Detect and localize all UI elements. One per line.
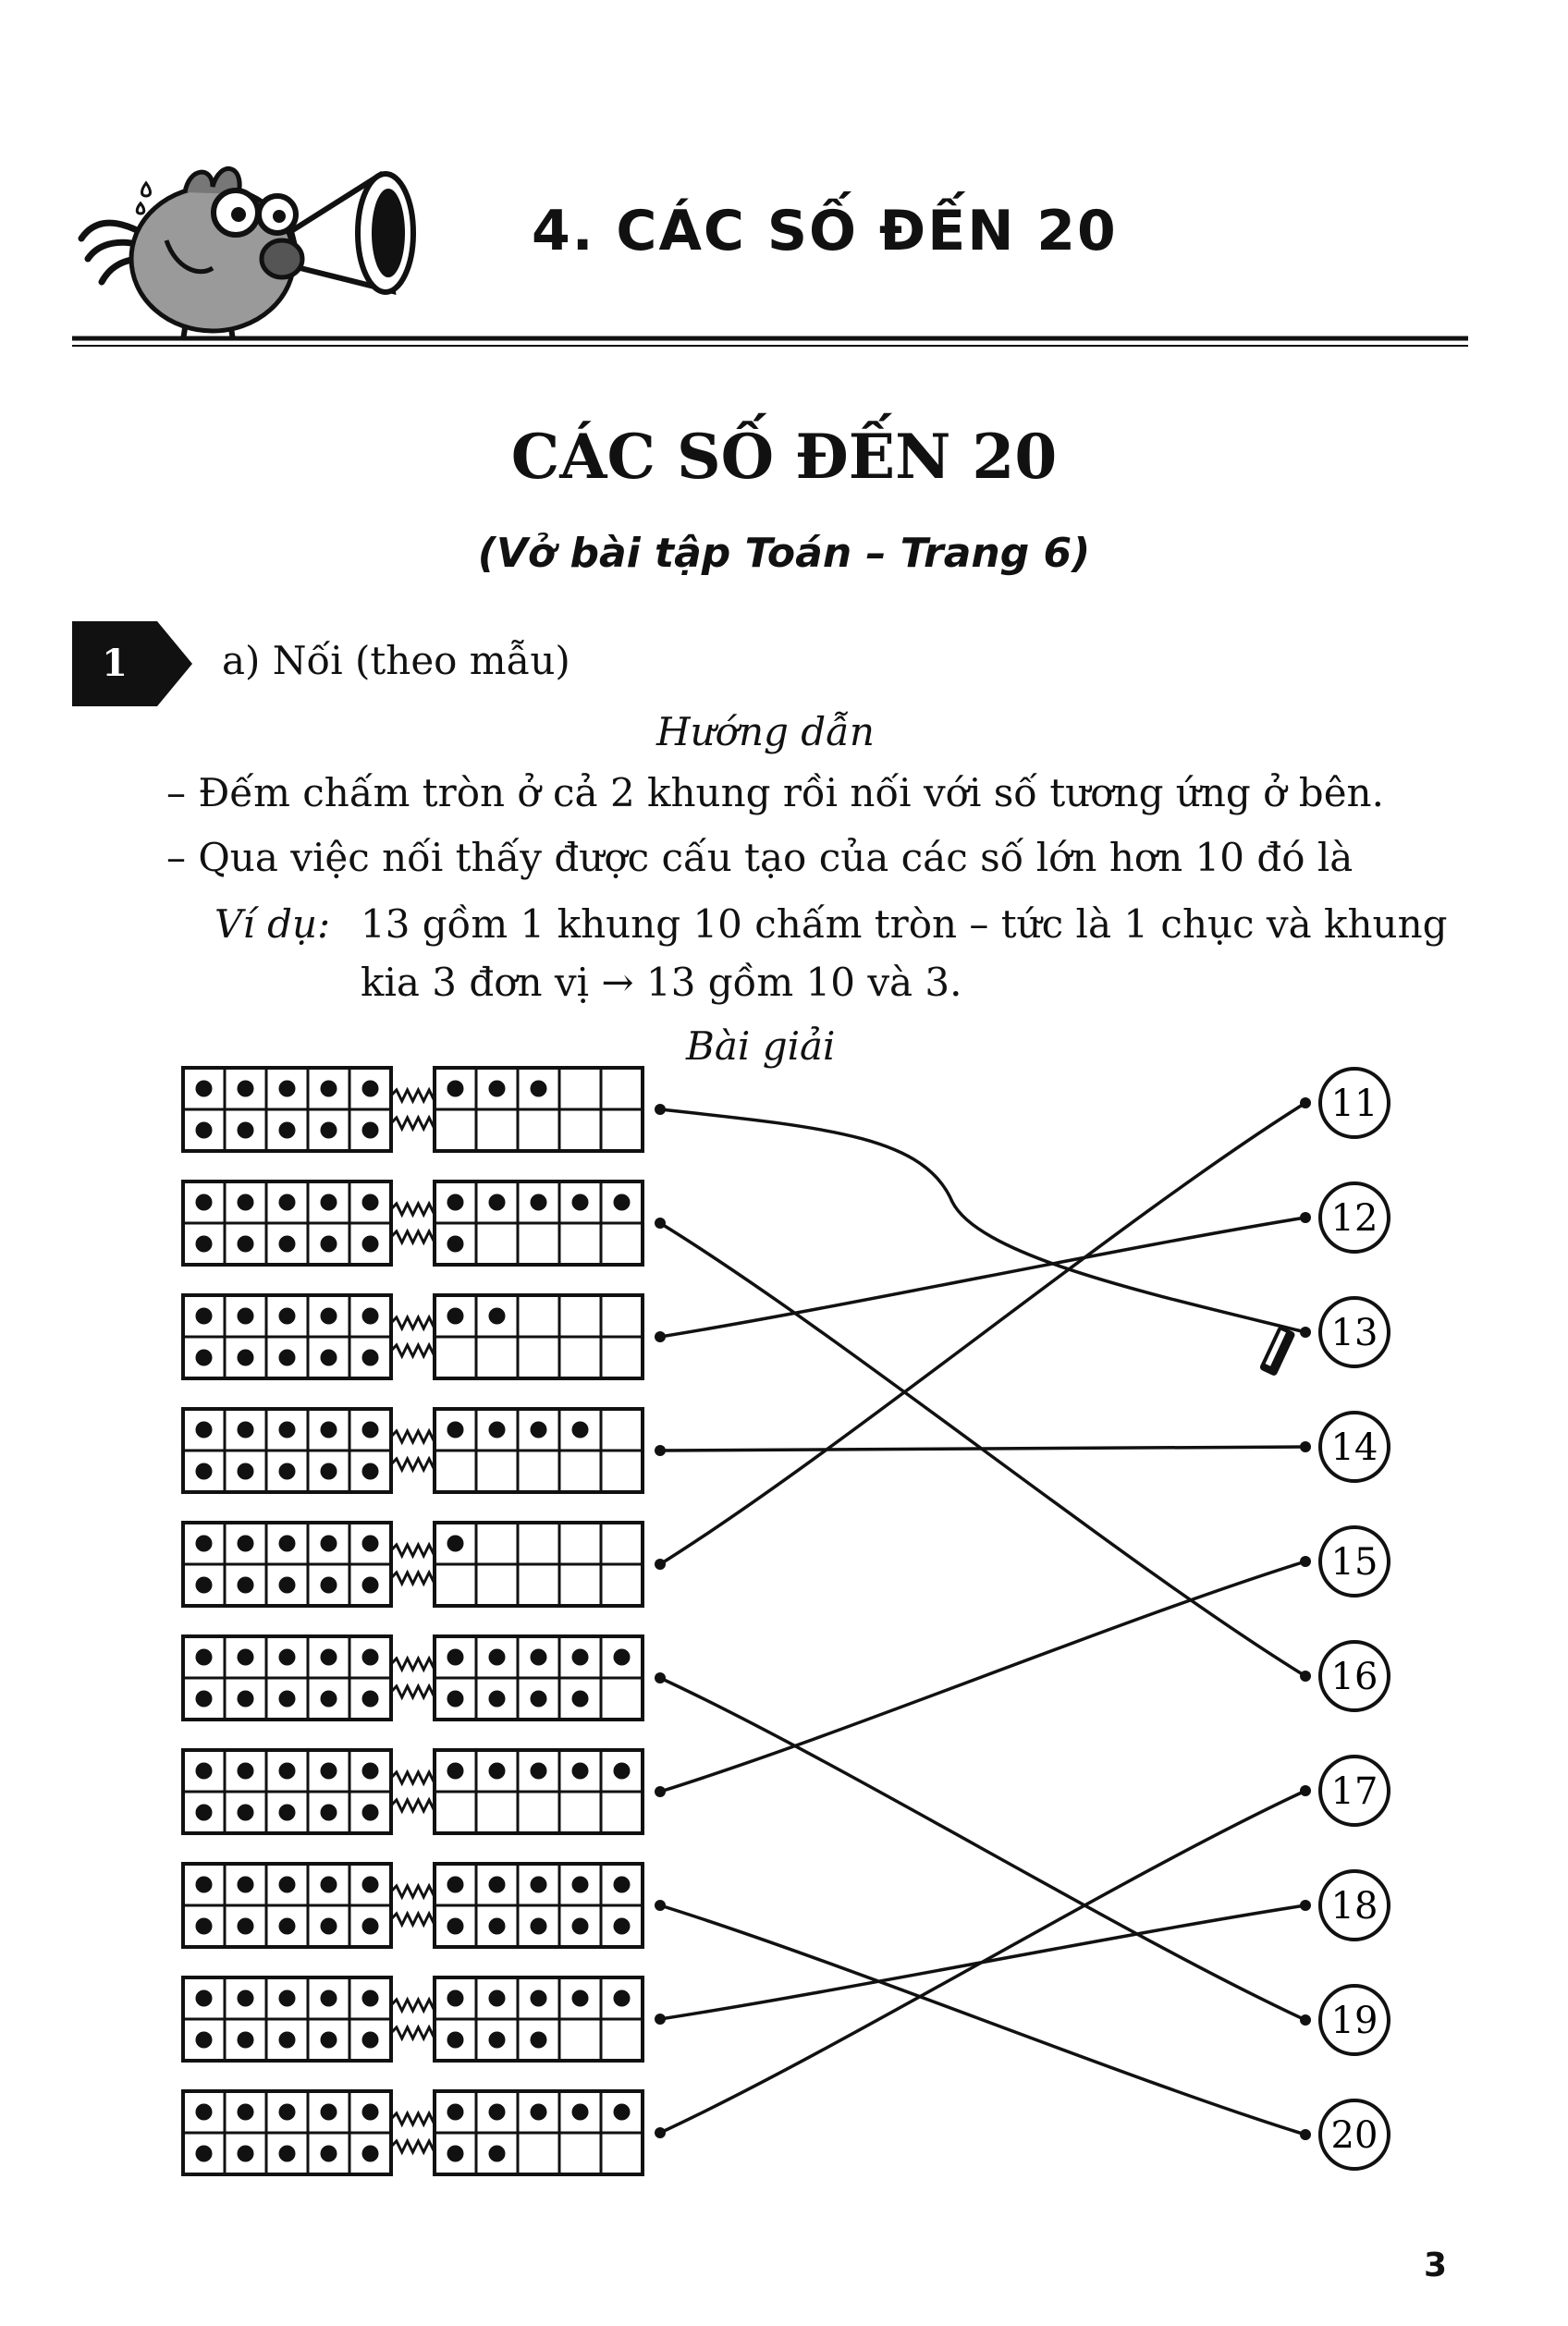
dot [196,1350,213,1366]
ten-frame-left [183,1864,391,1947]
dot [279,1877,296,1893]
number-circle [1300,1069,1389,1137]
number-circle [1300,1183,1389,1252]
ten-frame-left [183,1068,391,1151]
dot [238,1422,254,1438]
dot [489,1918,506,1935]
example-text: kia 3 đơn vị → 13 gồm 10 và 3. [361,960,962,1005]
dot [196,1990,213,2007]
dot [531,1990,547,2007]
frame-connector [391,2141,435,2152]
ten-frame-left [183,1409,391,1492]
dot [447,1691,464,1708]
dot [196,2032,213,2049]
ten-frame-left [183,1636,391,1720]
frame-connector [391,1545,435,1556]
dot [447,1422,464,1438]
number-circle [1300,1527,1389,1596]
line-end-dot [1300,1097,1311,1108]
dot [238,1350,254,1366]
dot [196,2146,213,2162]
dot [531,1649,547,1666]
line-end-dot [1300,2014,1311,2026]
ten-frame-pair [183,1523,643,1606]
line-end-dot [1300,1671,1311,1682]
dot [279,1422,296,1438]
dot [321,1350,337,1366]
dot [362,1194,379,1211]
dot [362,2146,379,2162]
line-end-dot [1300,1327,1311,1338]
dot [362,1122,379,1139]
dot [279,1990,296,2007]
dot [196,1081,213,1097]
ten-frame-left [183,1750,391,1833]
dot [279,1236,296,1253]
dot [447,1918,464,1935]
dot [238,1691,254,1708]
ten-frame-pair [183,1181,643,1265]
dot [489,2146,506,2162]
exercise-heading: a) Nối (theo mẫu) [222,638,570,683]
frame-connector [391,1231,435,1243]
frame-connector [391,1772,435,1783]
dot [279,1350,296,1366]
dot [279,1691,296,1708]
dot [362,2032,379,2049]
match-line [660,1678,1305,2020]
dot [279,2032,296,2049]
dot [238,2104,254,2121]
dot [572,1194,589,1211]
ten-frame-left [183,1295,391,1378]
number-label: 11 [1330,1083,1378,1125]
ten-frame-pair [183,1750,643,1833]
match-line [660,1109,1305,1332]
solution-heading: Bài giải [686,1023,836,1069]
line-end-dot [1300,1556,1311,1567]
dot [196,1122,213,1139]
line-end-dot [1300,1900,1311,1911]
ten-frame-left [183,1181,391,1265]
dot [489,1763,506,1780]
dot [572,1691,589,1708]
dot [447,2032,464,2049]
dot [531,1691,547,1708]
dot [447,1536,464,1552]
dot [196,1536,213,1552]
dot [279,1536,296,1552]
dot [196,1877,213,1893]
dot [238,1536,254,1552]
dot [362,1877,379,1893]
header-divider [72,335,1468,349]
dot [447,1877,464,1893]
match-line [660,1103,1305,1564]
ten-frame-pair [183,1295,643,1378]
chapter-title: 4. CÁC SỐ ĐẾN 20 [532,199,1118,263]
dot [614,1763,631,1780]
dot [238,2146,254,2162]
number-label: 17 [1330,1770,1378,1813]
dot [614,1990,631,2007]
dot [572,1422,589,1438]
number-circle [1300,1298,1389,1366]
dot [321,2146,337,2162]
ten-frame-left [183,1977,391,2061]
dot [447,1194,464,1211]
dot [447,1990,464,2007]
dot [489,2032,506,2049]
ten-frame-pair [183,1636,643,1720]
dot [614,1194,631,1211]
exercise-number: 1 [102,642,128,685]
ten-frame-pair [183,2091,643,2174]
dot [321,1536,337,1552]
dot [489,1308,506,1325]
dot [238,1236,254,1253]
dot [572,1990,589,2007]
dot [238,1990,254,2007]
dot [196,1422,213,1438]
dot [489,1649,506,1666]
dot [238,1122,254,1139]
dot [362,1536,379,1552]
match-line [660,1447,1305,1451]
frame-connector [391,1686,435,1697]
page-number: 3 [1424,2246,1448,2284]
guide-line: – Qua việc nối thấy được cấu tạo của các số lớn hơn 10 đó là [166,835,1354,880]
dot [447,1081,464,1097]
ten-frame-right [435,1977,643,2061]
dot [447,1763,464,1780]
dot [489,1081,506,1097]
frame-connector [391,2000,435,2011]
frame-connector [391,1573,435,1584]
dot [362,1236,379,1253]
dot [447,1308,464,1325]
line-end-dot [1300,2129,1311,2140]
number-label: 14 [1330,1426,1378,1469]
dot [279,1649,296,1666]
dot [196,1308,213,1325]
dot [447,2104,464,2121]
ten-frame-pair [183,1068,643,1151]
number-label: 20 [1330,2114,1378,2157]
frame-connector [391,1459,435,1470]
line-end-dot [1300,1441,1311,1452]
dot [531,1763,547,1780]
frame-connector [391,1118,435,1129]
dot [321,1236,337,1253]
number-label: 12 [1330,1197,1378,1240]
frame-connector [391,1431,435,1442]
dot [572,1877,589,1893]
ten-frame-right [435,1750,643,1833]
dot [447,2146,464,2162]
example-text: 13 gồm 1 khung 10 chấm tròn – tức là 1 chục và khung [361,901,1448,947]
dot [279,1463,296,1480]
guide-line: – Đếm chấm tròn ở cả 2 khung rồi nối với số tương ứng ở bên. [166,770,1384,815]
dot [279,1308,296,1325]
dot [279,1805,296,1821]
dot [196,1649,213,1666]
dot [238,1918,254,1935]
dot [614,1649,631,1666]
dot [238,1649,254,1666]
dot [238,1763,254,1780]
match-line [660,1561,1305,1792]
ten-frame-pair [183,1409,643,1492]
ten-frame-right [435,1864,643,1947]
frame-connector [391,1317,435,1328]
dot [614,2104,631,2121]
dot [447,1236,464,1253]
dot [279,1918,296,1935]
ten-frame-right [435,1409,643,1492]
dot [362,1081,379,1097]
dot [321,1918,337,1935]
line-end-dot [1300,1212,1311,1223]
dot [279,1194,296,1211]
dot [489,1422,506,1438]
matching-exercise [0,1045,1568,2210]
dot [238,1081,254,1097]
ten-frame-pair [183,1864,643,1947]
dot [196,1463,213,1480]
dot [321,1763,337,1780]
dot [362,1691,379,1708]
dot [279,1122,296,1139]
dot [196,1577,213,1594]
dot [321,1194,337,1211]
ten-frame-pair [183,1977,643,2061]
dot [489,1194,506,1211]
guide-heading: Hướng dẫn [656,709,875,754]
match-line [660,1905,1305,2135]
number-label: 13 [1330,1312,1378,1354]
number-label: 19 [1330,2000,1378,2042]
dot [362,1463,379,1480]
dot [321,1649,337,1666]
dot [531,2032,547,2049]
frame-connector [391,2027,435,2038]
match-line [660,1218,1305,1337]
lesson-title: CÁC SỐ ĐẾN 20 [510,421,1058,493]
lesson-subtitle: (Vở bài tập Toán – Trang 6) [477,530,1091,577]
frame-connector [391,1800,435,1811]
dot [362,1805,379,1821]
dot [238,1308,254,1325]
frame-connector [391,1659,435,1670]
dot [238,1877,254,1893]
frame-connector [391,1886,435,1897]
dot [196,1194,213,1211]
frame-connector [391,1345,435,1356]
dot [572,1649,589,1666]
dot [238,1577,254,1594]
dot [321,1463,337,1480]
dot [279,1763,296,1780]
dot [321,1877,337,1893]
dot [362,1918,379,1935]
frame-connector [391,1914,435,1925]
dot [362,1990,379,2007]
dot [531,1081,547,1097]
ten-frame-right [435,2091,643,2174]
dot [196,1805,213,1821]
number-circle [1300,1986,1389,2054]
dot [321,1122,337,1139]
ten-frame-right [435,1181,643,1265]
dot [489,1691,506,1708]
number-label: 15 [1330,1541,1378,1584]
number-circle [1300,2100,1389,2169]
dot [279,1081,296,1097]
dot [196,1691,213,1708]
ten-frame-right [435,1295,643,1378]
dot [279,2146,296,2162]
dot [531,2104,547,2121]
number-label: 18 [1330,1885,1378,1928]
dot [196,2104,213,2121]
dot [362,1649,379,1666]
example-label: Ví dụ: [214,901,331,947]
frame-connector [391,1090,435,1101]
dot [362,1350,379,1366]
match-line [660,1791,1305,2133]
pencil-icon [1259,1326,1296,1377]
ten-frame-left [183,1523,391,1606]
dot [489,2104,506,2121]
frame-connector [391,1204,435,1215]
dot [238,1194,254,1211]
dot [321,1577,337,1594]
dot [321,2104,337,2121]
number-circle [1300,1871,1389,1940]
dot [572,1763,589,1780]
dot [447,1649,464,1666]
ten-frame-right [435,1523,643,1606]
ten-frame-right [435,1068,643,1151]
dot [196,1918,213,1935]
dot [614,1877,631,1893]
dot [531,1918,547,1935]
dot [572,2104,589,2121]
dot [321,1422,337,1438]
dot [362,1308,379,1325]
dot [531,1194,547,1211]
dot [279,1577,296,1594]
bird-megaphone-icon [74,129,444,342]
dot [196,1763,213,1780]
dot [321,1308,337,1325]
dot [489,1990,506,2007]
dot [238,1805,254,1821]
dot [321,2032,337,2049]
dot [362,1763,379,1780]
ten-frame-left [183,2091,391,2174]
dot [362,1422,379,1438]
dot [321,1990,337,2007]
dot [531,1877,547,1893]
dot [196,1236,213,1253]
number-label: 16 [1330,1656,1378,1698]
dot [279,2104,296,2121]
dot [614,1918,631,1935]
dot [238,2032,254,2049]
ten-frame-right [435,1636,643,1720]
dot [321,1805,337,1821]
dot [321,1081,337,1097]
number-circle [1300,1757,1389,1825]
dot [531,1422,547,1438]
dot [362,1577,379,1594]
dot [572,1918,589,1935]
line-end-dot [1300,1785,1311,1796]
dot [489,1877,506,1893]
dot [362,2104,379,2121]
frame-connector [391,2113,435,2124]
dot [321,1691,337,1708]
number-circle [1300,1413,1389,1481]
dot [238,1463,254,1480]
number-circle [1300,1642,1389,1710]
